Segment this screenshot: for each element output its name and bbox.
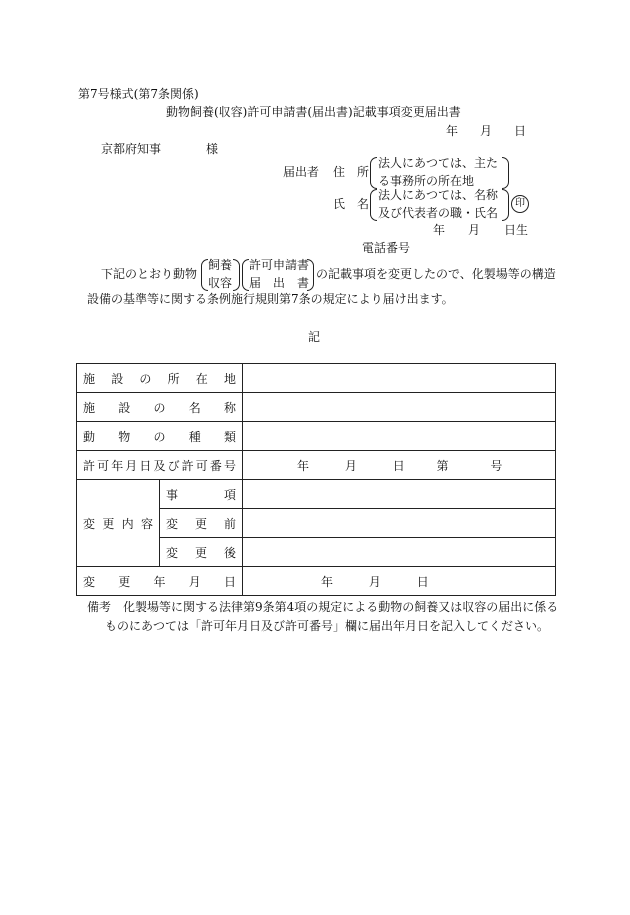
addressee-name: 京都府知事 (101, 142, 162, 156)
body-prefix: 下記のとおり動物 (101, 267, 198, 281)
name-label: 氏 名 (333, 197, 370, 211)
change-after-label-text-char-1: 更 (194, 545, 207, 560)
option-feeding: 飼養 (208, 258, 233, 272)
body-line2: 設備の基準等に関する条例施行規則第7条の規定により届け出ます。 (87, 292, 454, 306)
seal-mark-icon: 印 (511, 195, 529, 213)
permit-year: 年 (297, 458, 310, 473)
address-label: 住 所 (333, 165, 370, 179)
location-label-text-char-4: 在 (195, 371, 208, 386)
change-date-day: 日 (416, 574, 429, 589)
change-item-label-text (166, 486, 236, 503)
facility-name-value-cell[interactable] (243, 393, 556, 422)
table-row (77, 393, 556, 422)
option-permit-application: 許可申請書 (249, 258, 310, 272)
change-date-label-text-char-4: 日 (223, 574, 236, 589)
facility-name-label-text-char-2: の (153, 400, 166, 415)
addressee-suffix: 様 (206, 142, 219, 156)
location-label-text-char-1: 設 (111, 371, 124, 386)
animal-type-label-text-char-2: の (153, 429, 166, 444)
change-after-label-text-char-0: 変 (166, 545, 179, 560)
animal-type-label-text-char-1: 物 (118, 429, 131, 444)
option1-brace-left (201, 259, 208, 291)
table-row (77, 451, 556, 480)
date-day: 日 (514, 124, 527, 138)
name-brace-right (502, 189, 509, 221)
change-before-label-text (166, 515, 236, 532)
animal-type-label (77, 422, 243, 451)
birth-month: 月 (468, 223, 481, 237)
remarks-line2: ものにあつては「許可年月日及び許可番号」欄に届出年月日を記入してください。 (105, 619, 550, 633)
location-label-text-char-2: の (139, 371, 152, 386)
animal-type-value-cell[interactable] (243, 422, 556, 451)
change-date-label-text-char-0: 変 (83, 574, 96, 589)
permit-label-text-char-10: 号 (223, 458, 236, 473)
remarks-line1: 備考 化製場等に関する法律第9条第4項の規定による動物の飼養又は収容の届出に係る (87, 600, 559, 614)
change-content-label-text-char-2: 内 (121, 516, 134, 531)
permit-label-text-char-9: 番 (209, 458, 222, 473)
option-notification: 届 出 書 (249, 276, 310, 290)
applicant-label: 届出者 (283, 165, 320, 179)
permit-number-suffix: 号 (490, 458, 503, 473)
permit-label-text-char-6: び (167, 458, 180, 473)
ki-heading: 記 (308, 330, 321, 344)
change-before-label-text-char-0: 変 (166, 516, 179, 531)
change-item-label (160, 480, 243, 509)
change-item-label-text-char-1: 項 (223, 487, 236, 502)
name-note-line2: 及び代表者の職・氏名 (378, 206, 499, 220)
table-row (77, 480, 556, 509)
facility-name-label-text-char-3: 名 (188, 400, 201, 415)
permit-label-text-char-0: 許 (83, 458, 96, 473)
form-number: 第7号様式(第7条関係) (78, 87, 199, 101)
address-note-line1: 法人にあつては、主た (378, 156, 499, 170)
permit-value-cell[interactable] (243, 451, 556, 480)
name-brace-left (370, 189, 377, 221)
change-content-label (77, 480, 160, 567)
birth-suffix: 日生 (504, 223, 529, 237)
details-table (76, 363, 556, 596)
date-month: 月 (480, 124, 493, 138)
change-item-label-text-char-0: 事 (166, 487, 179, 502)
address-brace-right (502, 157, 509, 189)
change-after-label (160, 538, 243, 567)
animal-type-label-text (83, 428, 236, 445)
option1-brace-right (233, 259, 240, 291)
change-after-label-text-char-2: 後 (223, 545, 236, 560)
permit-label-text-char-7: 許 (181, 458, 194, 473)
permit-label-text-char-2: 年 (111, 458, 124, 473)
change-content-label-text (83, 515, 153, 532)
body-suffix: の記載事項を変更したので、化製場等の構造 (316, 267, 556, 281)
option-housing: 収容 (208, 276, 233, 290)
table-row (77, 422, 556, 451)
change-before-label (160, 509, 243, 538)
phone-label: 電話番号 (362, 241, 411, 255)
facility-name-label-text-char-1: 設 (118, 400, 131, 415)
option2-brace-right (307, 259, 314, 291)
change-after-value-cell[interactable] (243, 538, 556, 567)
location-value-cell[interactable] (243, 364, 556, 393)
permit-label-text-char-4: 日 (139, 458, 152, 473)
location-label (77, 364, 243, 393)
animal-type-label-text-char-3: 種 (188, 429, 201, 444)
facility-name-label-text (83, 399, 236, 416)
permit-label (77, 451, 243, 480)
permit-month: 月 (344, 458, 357, 473)
facility-name-label-text-char-0: 施 (83, 400, 96, 415)
date-year: 年 (446, 124, 459, 138)
change-before-label-text-char-2: 前 (223, 516, 236, 531)
birth-year: 年 (433, 223, 446, 237)
change-before-label-text-char-1: 更 (194, 516, 207, 531)
animal-type-label-text-char-4: 類 (223, 429, 236, 444)
change-content-label-text-char-0: 変 (83, 516, 96, 531)
permit-label-text-char-5: 及 (153, 458, 166, 473)
change-date-label-text (83, 573, 236, 590)
location-label-text-char-3: 所 (167, 371, 180, 386)
change-content-label-text-char-3: 容 (140, 516, 153, 531)
change-date-label-text-char-2: 年 (153, 574, 166, 589)
table-row (77, 364, 556, 393)
permit-label-text-char-8: 可 (195, 458, 208, 473)
change-date-label (77, 567, 243, 596)
change-content-label-text-char-1: 更 (102, 516, 115, 531)
change-date-label-text-char-1: 更 (118, 574, 131, 589)
facility-name-label-text-char-4: 称 (223, 400, 236, 415)
change-after-label-text (166, 544, 236, 561)
location-label-text-char-0: 施 (83, 371, 96, 386)
change-date-label-text-char-3: 月 (188, 574, 201, 589)
permit-label-text (83, 457, 236, 474)
location-label-text-char-5: 地 (223, 371, 236, 386)
permit-label-text-char-3: 月 (125, 458, 138, 473)
location-label-text (83, 370, 236, 387)
option2-brace-left (242, 259, 249, 291)
address-note-line2: る事務所の所在地 (378, 174, 475, 188)
permit-no: 第 (436, 458, 449, 473)
address-brace-left (370, 157, 377, 189)
change-date-month: 月 (368, 574, 381, 589)
name-note-line1: 法人にあつては、名称 (378, 188, 499, 202)
facility-name-label (77, 393, 243, 422)
animal-type-label-text-char-0: 動 (83, 429, 96, 444)
change-item-value-cell[interactable] (243, 480, 556, 509)
change-date-year: 年 (321, 574, 334, 589)
change-before-value-cell[interactable] (243, 509, 556, 538)
form-title: 動物飼養(収容)許可申請書(届出書)記載事項変更届出書 (166, 105, 461, 119)
permit-label-text-char-1: 可 (97, 458, 110, 473)
change-date-value-cell[interactable] (243, 567, 556, 596)
table-row (77, 567, 556, 596)
permit-day: 日 (392, 458, 405, 473)
